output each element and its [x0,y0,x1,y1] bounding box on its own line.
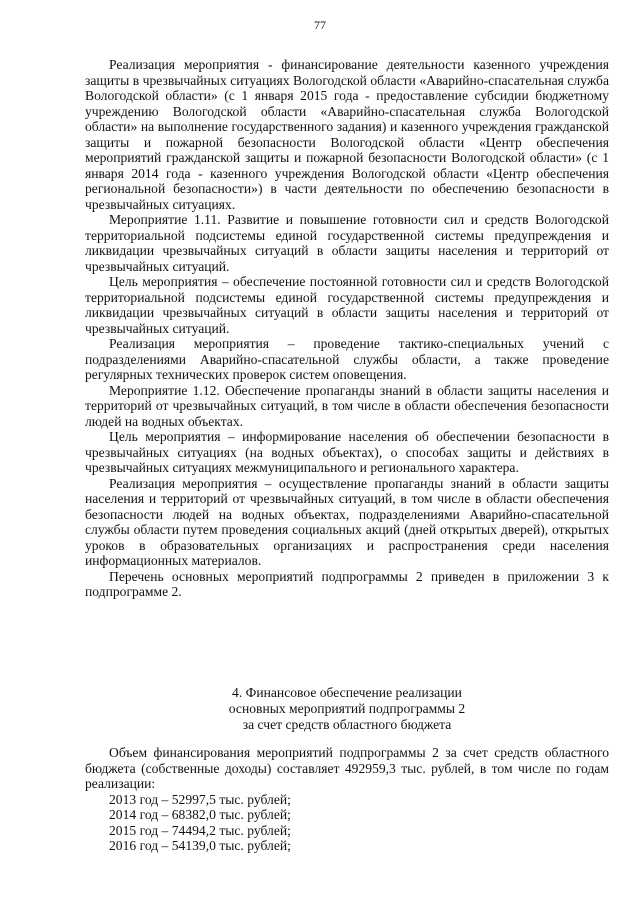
section-heading-line: основных мероприятий подпрограммы 2 [228,701,466,716]
list-item: 2014 год – 68382,0 тыс. рублей; [109,807,291,822]
paragraph: Реализация мероприятия – осуществление пропаганды знаний в области защиты населения и территорий от чрезвычайных ситуаций, в том числе в области обеспечения безопасности людей на водных объектах, подразделениями Аварийно-спасательной службы области путем проведения социальных акций (дней открытых дверей), открытых уроков в образовательных организациях и распространения среди населения информационных материалов. [85,475,609,568]
paragraph: Мероприятие 1.11. Развитие и повышение готовности сил и средств Вологодской территориальной подсистемы единой государственной системы предупреждения и ликвидации чрезвычайных ситуаций в области защиты населения и территорий от чрезвычайных ситуаций. [85,212,609,274]
paragraph: Цель мероприятия – обеспечение постоянной готовности сил и средств Вологодской территориальной подсистемы единой государственной системы предупреждения и ликвидации чрезвычайных ситуаций в области защиты населения и территорий от чрезвычайных ситуаций. [85,274,609,336]
page-number: 77 [314,18,326,32]
list-item: 2013 год – 52997,5 тыс. рублей; [109,791,291,807]
section-heading-line: 4. Финансовое обеспечение реализации [232,685,462,700]
section-heading-line: за счет средств областного бюджета [242,717,452,732]
funding-years-list [85,792,609,854]
list-item: 2016 год – 54139,0 тыс. рублей; [109,838,291,853]
section-heading [85,685,609,733]
body-text [85,57,609,600]
paragraph: Реализация мероприятия - финансирование деятельности казенного учреждения защиты в чрезвычайных ситуациях Вологодской области «Аварийно-спасательная служба Вологодской области» (с 1 января 2015 года - предоставление субсидии бюджетному учреждению Вологодской области «Аварийно-спасательная служба Вологодской области» на выполнение государственного задания) и казенного учреждения гражданской защиты и пожарной безопасности Вологодской области «Центр обеспечения мероприятий гражданской защиты и пожарной безопасности Вологодской области» (с 1 января 2014 года - казенного учреждения Вологодской области «Центр обеспечения региональной безопасности») в части деятельности по обеспечению безопасности в чрезвычайных ситуациях. [85,57,609,212]
funding-paragraph: Объем финансирования мероприятий подпрограммы 2 за счет средств областного бюджета (собственные доходы) составляет 492959,3 тыс. рублей, в том числе по годам реализации: [85,745,609,791]
paragraph: Мероприятие 1.12. Обеспечение пропаганды знаний в области защиты населения и территорий от чрезвычайных ситуаций, в том числе в области обеспечения безопасности людей на водных объектах. [85,382,609,429]
paragraph: Реализация мероприятия – проведение тактико-специальных учений с подразделениями Аварийно-спасательной службы области, а также проведение регулярных технических проверок систем оповещения. [85,336,609,382]
paragraph: Перечень основных мероприятий подпрограммы 2 приведен в приложении 3 к подпрограмме 2. [85,568,609,599]
paragraph: Цель мероприятия – информирование населения об обеспечении безопасности в чрезвычайных ситуациях (на водных объектах), о способах защиты и действиях в чрезвычайных ситуациях межмуниципального и регионального характера. [85,429,609,475]
funding-section [85,745,609,854]
list-item: 2015 год – 74494,2 тыс. рублей; [109,822,291,838]
